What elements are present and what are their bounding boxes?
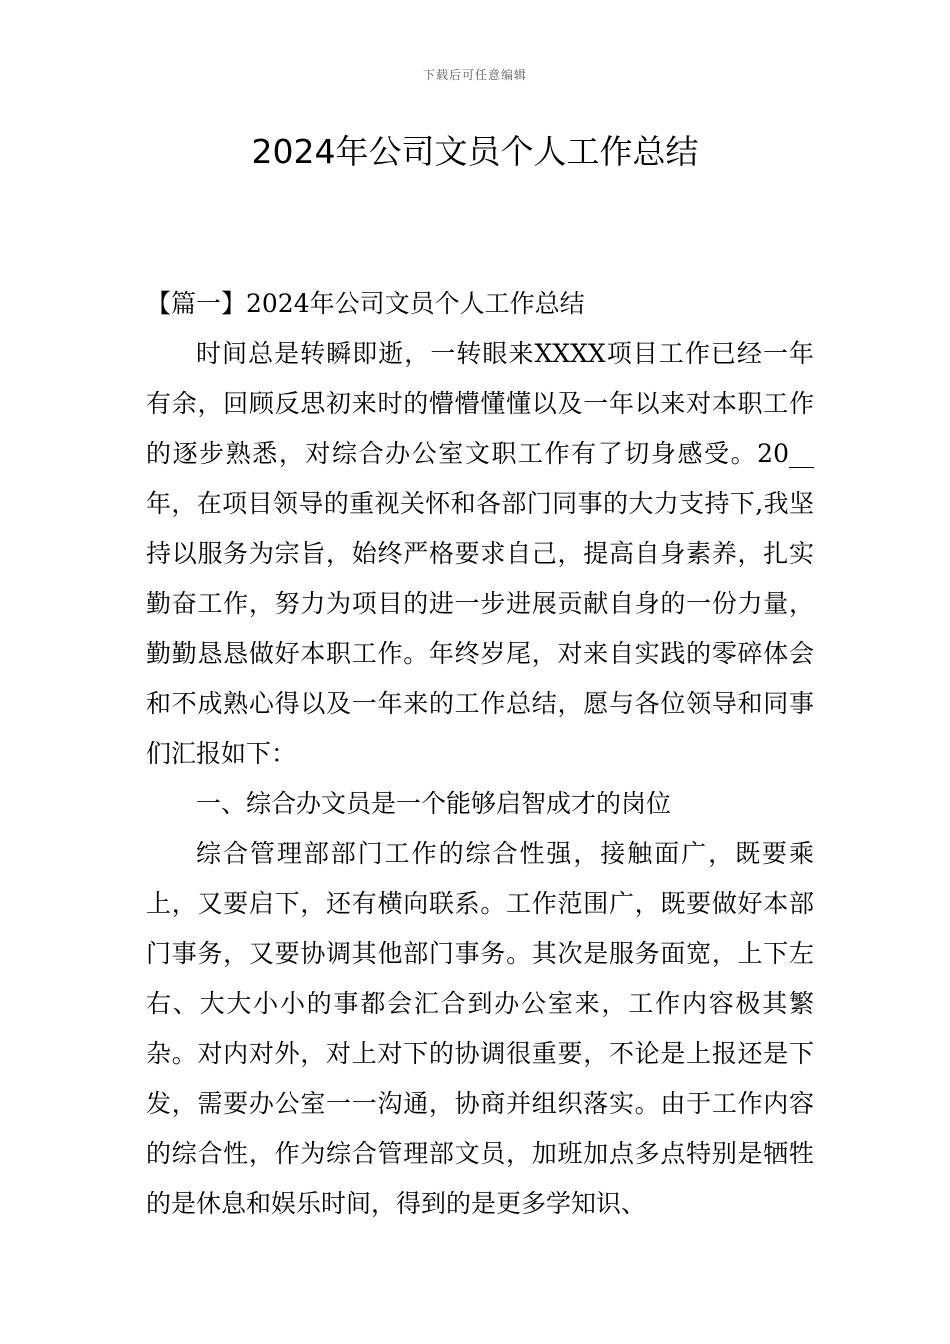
section-heading: 【篇一】2024年公司文员个人工作总结	[146, 289, 585, 318]
document-body	[146, 279, 814, 1229]
document-title: 2024年公司文员个人工作总结	[251, 132, 699, 171]
body-paragraph: 综合管理部部门工作的综合性强，接触面广，既要乘上，又要启下，还有横向联系。工作范围广，既要做好本部门事务，又要协调其他部门事务。其次是服务面宽，上下左右、大大小小的事都会汇合到办公室来，工作内容极其繁杂。对内对外，对上对下的协调很重要，不论是上报还是下发，需要办公室一一沟通，协商并组织落实。由于工作内容的综合性，作为综合管理部文员，加班加点多点特别是牺牲的是休息和娱乐时间，得到的是更多学知识、	[146, 839, 814, 1218]
subsection-heading: 一、综合办文员是一个能够启智成才的岗位	[196, 789, 672, 818]
header-note: 下载后可任意编辑	[422, 68, 527, 82]
body-paragraph: 时间总是转瞬即逝，一转眼来XXXX项目工作已经一年有余，回顾反思初来时的懵懵懂懂以及一年以来对本职工作的逐步熟悉，对综合办公室文职工作有了切身感受。20__年，在项目领导的重视关怀和各部门同事的大力支持下,我坚持以服务为宗旨，始终严格要求自己，提高自身素养，扎实勤奋工作，努力为项目的进一步进展贡献自身的一份力量，勤勤恳恳做好本职工作。年终岁尾，对来自实践的零碎体会和不成熟心得以及一年来的工作总结，愿与各位领导和同事们汇报如下：	[146, 339, 814, 768]
